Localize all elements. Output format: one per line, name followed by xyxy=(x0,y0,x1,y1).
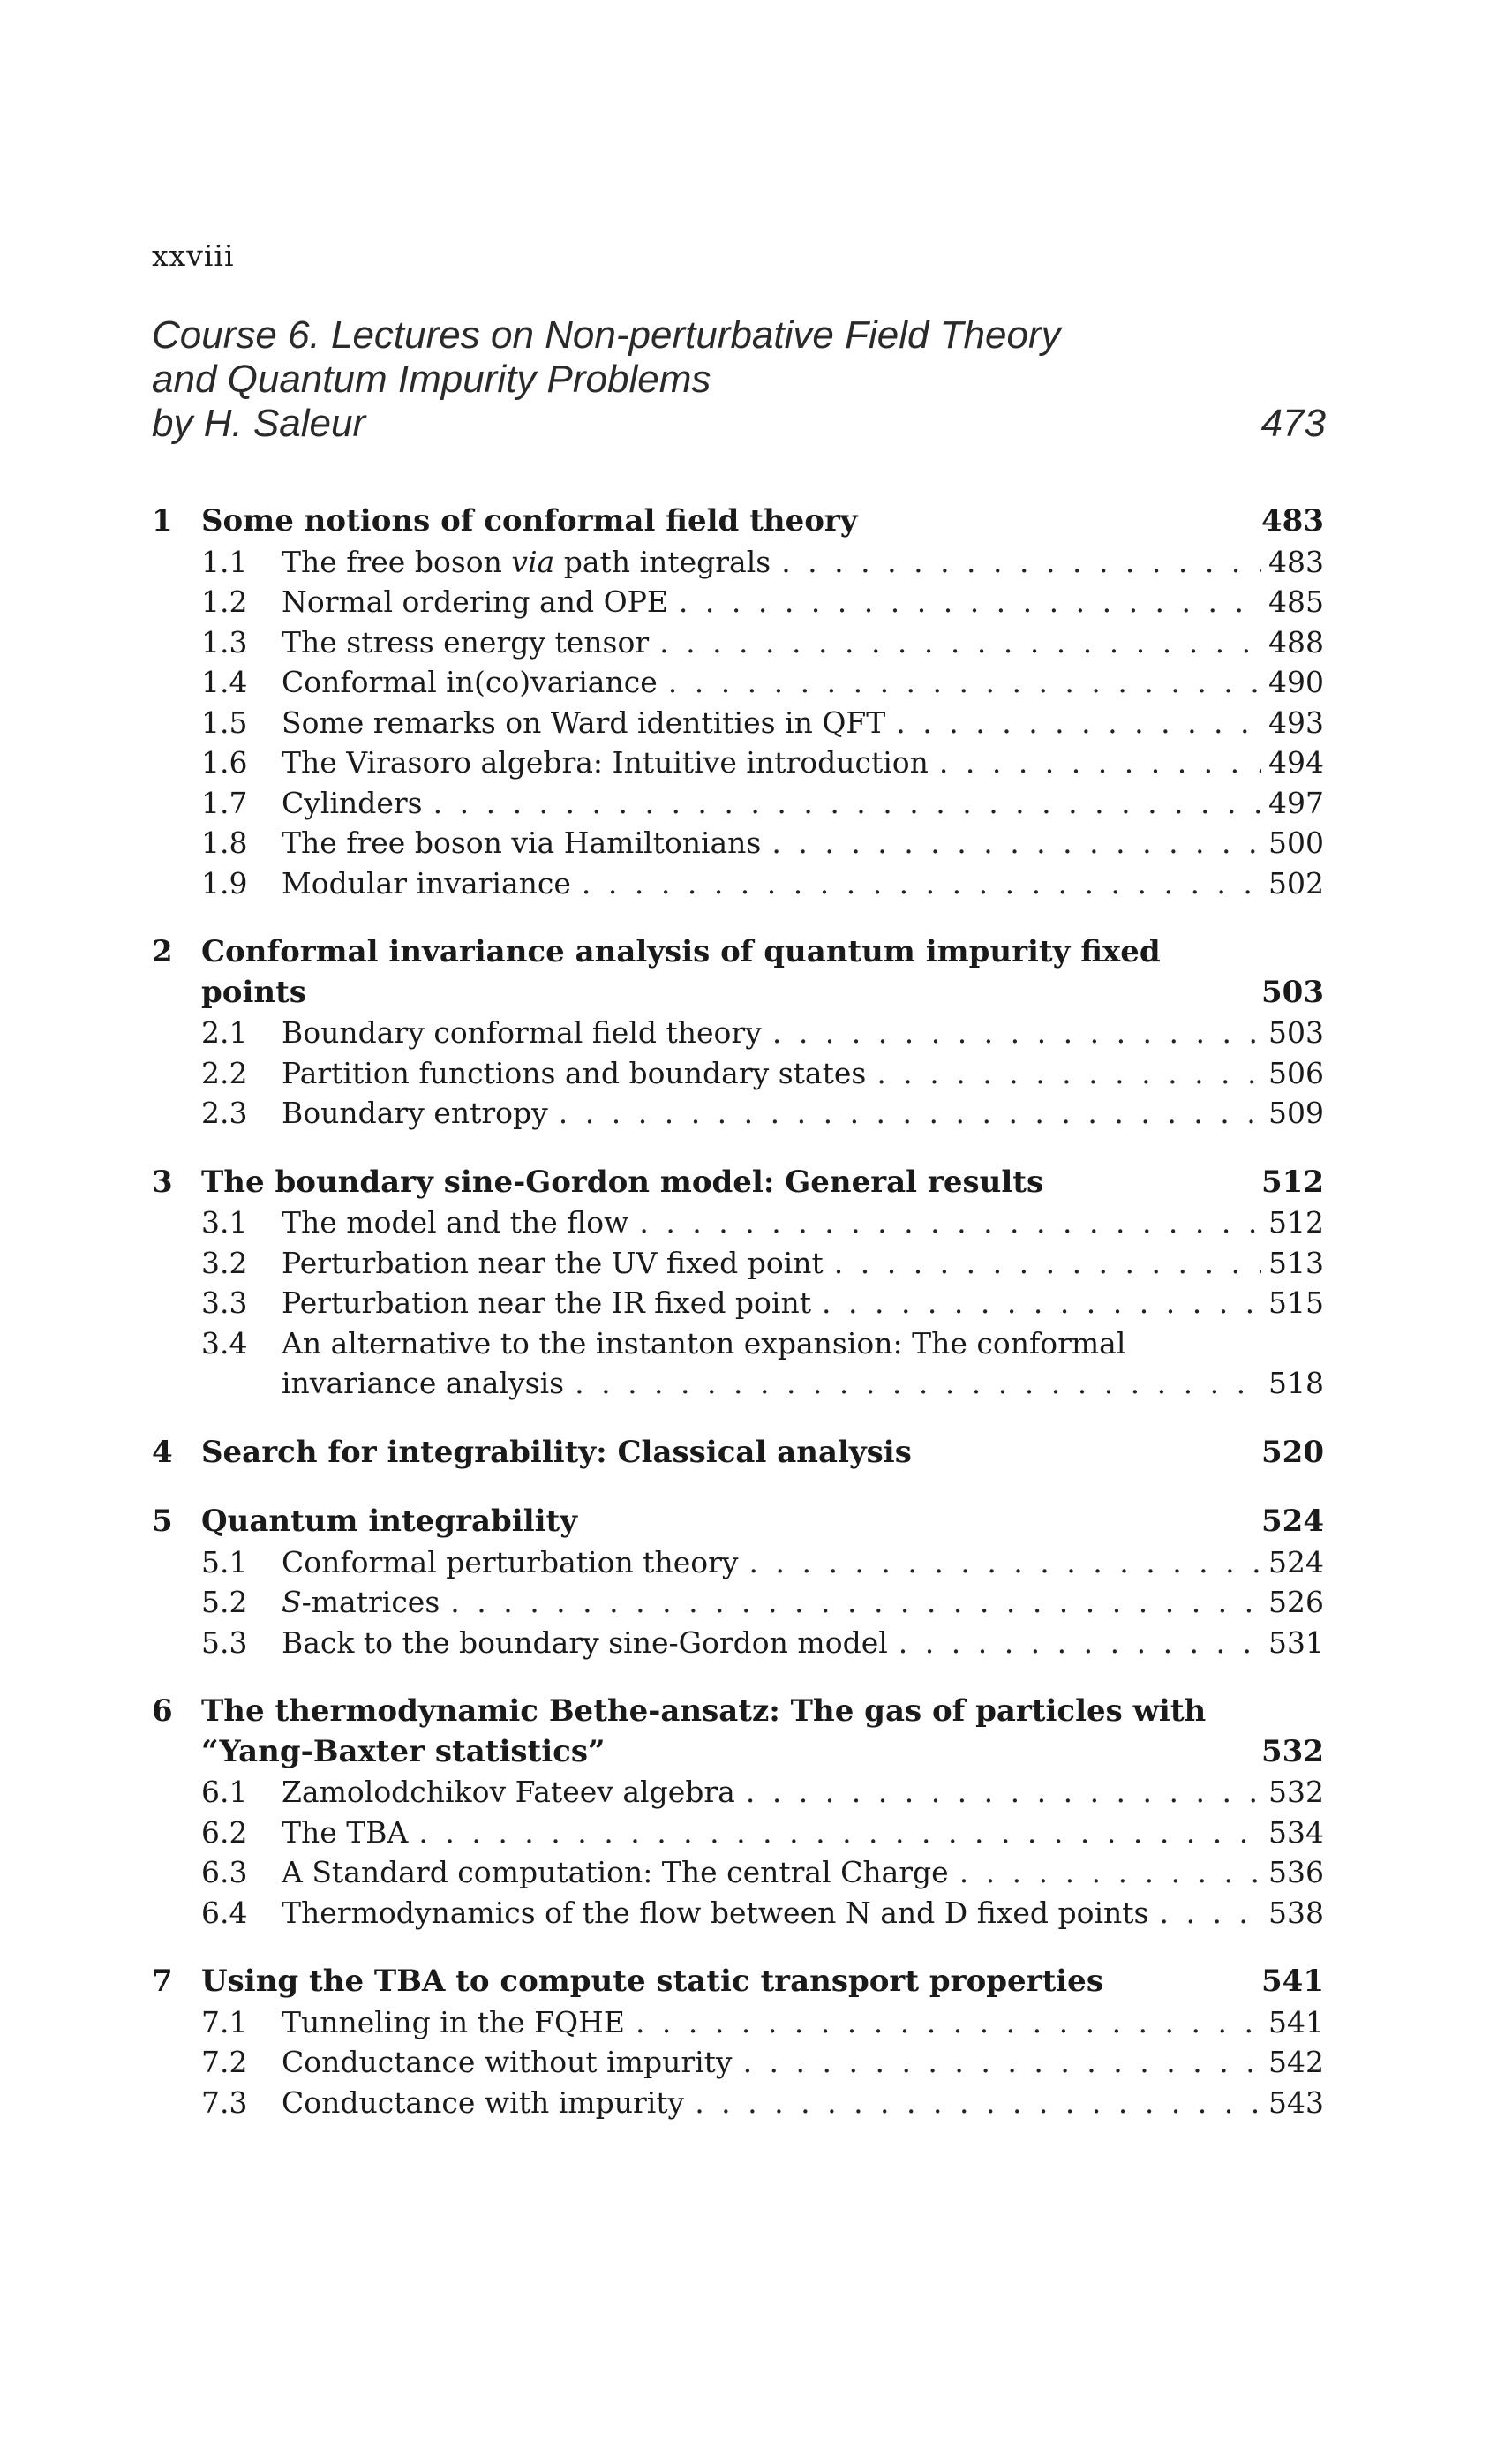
subsection-entry[interactable] xyxy=(152,2002,1324,2043)
subsection-entry[interactable] xyxy=(152,1582,1324,1623)
subsection-entry[interactable] xyxy=(152,1243,1324,1284)
section-number: 3 xyxy=(152,1164,173,1200)
dot-leader xyxy=(739,1542,1261,1583)
subsection-number: 3.1 xyxy=(201,1205,248,1240)
subsection-page-number: 538 xyxy=(1268,1895,1324,1930)
subsection-number: 1.6 xyxy=(201,745,248,780)
subsection-title xyxy=(282,542,771,583)
toc-section xyxy=(152,1502,1324,1662)
dot-leader xyxy=(771,542,1261,583)
dot-leader xyxy=(571,863,1261,904)
section-title: The thermodynamic Bethe-ansatz: The gas of particles with xyxy=(201,1693,1207,1729)
subsection-title xyxy=(282,1623,888,1663)
toc-section xyxy=(152,1692,1324,1933)
subsection-title xyxy=(282,1243,824,1284)
subsection-title-text: The Virasoro algebra: Intuitive introduction xyxy=(282,745,929,780)
subsection-page-number: 543 xyxy=(1268,2084,1324,2120)
subsection-number: 5.1 xyxy=(201,1544,248,1579)
subsection-number: 6.1 xyxy=(201,1775,248,1809)
subsection-entry[interactable] xyxy=(152,662,1324,703)
course-author-row xyxy=(152,402,1326,446)
dot-leader xyxy=(929,743,1261,783)
section-page-number: 512 xyxy=(1261,1164,1324,1200)
subsection-page-number: 515 xyxy=(1268,1285,1324,1320)
subsection-title-text-after: -matrices xyxy=(301,1585,440,1619)
subsection-number: 6.3 xyxy=(201,1855,248,1889)
subsection-entry[interactable] xyxy=(152,582,1324,622)
course-title-line-2: and Quantum Impurity Problems xyxy=(152,358,711,401)
page-number: xxviii xyxy=(152,238,235,273)
dot-leader xyxy=(811,1283,1261,1323)
subsection-number: 5.2 xyxy=(201,1585,248,1619)
subsection-title-text: An alternative to the instanton expansion: The conformal xyxy=(282,1325,1126,1361)
subsection-title-text: Zamolodchikov Fateev algebra xyxy=(282,1775,735,1809)
subsection-title-text: Boundary conformal field theory xyxy=(282,1015,762,1050)
subsection-entry[interactable] xyxy=(152,1202,1324,1243)
dot-leader xyxy=(408,1813,1261,1853)
dot-leader xyxy=(423,783,1261,824)
course-header xyxy=(152,313,1326,446)
subsection-page-number: 493 xyxy=(1268,705,1324,740)
subsection-entry[interactable] xyxy=(152,542,1324,583)
subsection-title-text: Conductance with impurity xyxy=(282,2084,685,2120)
subsection-title-text: Conformal perturbation theory xyxy=(282,1544,739,1579)
subsection-title-text: Conductance without impurity xyxy=(282,2045,733,2079)
subsection-page-number: 490 xyxy=(1268,665,1324,699)
subsection-page-number: 483 xyxy=(1268,544,1324,579)
subsection-page-number: 518 xyxy=(1268,1366,1324,1400)
subsection-title xyxy=(282,743,929,783)
subsection-title xyxy=(282,622,649,663)
subsection-page-number: 500 xyxy=(1268,825,1324,860)
subsection-page-number: 531 xyxy=(1268,1625,1324,1660)
subsection-title-text: The free boson xyxy=(282,544,512,579)
subsection-title xyxy=(282,1772,735,1813)
dot-leader xyxy=(885,703,1261,743)
section-title-continued: “Yang-Baxter statistics” xyxy=(201,1733,606,1769)
toc-section xyxy=(152,932,1324,1134)
subsection-entry[interactable] xyxy=(152,1053,1324,1094)
dot-leader xyxy=(762,1013,1261,1053)
dot-leader xyxy=(658,662,1261,703)
subsection-title xyxy=(282,1283,811,1323)
subsection-title xyxy=(282,703,885,743)
dot-leader xyxy=(949,1852,1261,1893)
subsection-entry[interactable] xyxy=(152,1542,1324,1583)
section-title: Using the TBA to compute static transport properties xyxy=(201,1964,1103,1999)
subsection-page-number: 502 xyxy=(1268,865,1324,901)
subsection-number: 3.4 xyxy=(201,1325,248,1361)
subsection-title-text: Perturbation near the UV fixed point xyxy=(282,1245,824,1280)
section-page-number: 483 xyxy=(1261,503,1324,539)
dot-leader xyxy=(625,2002,1261,2043)
subsection-number: 1.3 xyxy=(201,624,248,660)
section-page-number: 524 xyxy=(1261,1504,1324,1539)
section-page-number: 503 xyxy=(1261,974,1324,1010)
section-title: The boundary sine-Gordon model: General results xyxy=(201,1164,1044,1200)
subsection-entry[interactable] xyxy=(152,1283,1324,1323)
subsection-page-number: 509 xyxy=(1268,1096,1324,1130)
subsection-title xyxy=(282,1013,762,1053)
subsection-title-text: Normal ordering and OPE xyxy=(282,584,668,619)
subsection-title-text: Thermodynamics of the flow between N and D fixed points xyxy=(282,1895,1149,1930)
section-title: Conformal invariance analysis of quantum impurity fixed xyxy=(201,934,1161,969)
subsection-title-text: The model and the flow xyxy=(282,1205,629,1240)
subsection-title xyxy=(282,1053,866,1094)
subsection-number: 5.3 xyxy=(201,1625,248,1660)
subsection-title-text: A Standard computation: The central Charge xyxy=(282,1855,949,1889)
section-page-number: 520 xyxy=(1261,1434,1324,1470)
dot-leader xyxy=(1148,1893,1261,1934)
dot-leader xyxy=(548,1093,1261,1134)
subsection-title xyxy=(282,1323,1125,1364)
subsection-page-number: 512 xyxy=(1268,1205,1324,1240)
subsection-title xyxy=(282,1582,440,1623)
subsection-title-text: Perturbation near the IR fixed point xyxy=(282,1285,811,1320)
subsection-number: 1.9 xyxy=(201,865,248,901)
subsection-title-emphasis: via xyxy=(511,544,555,579)
section-number: 2 xyxy=(152,934,173,969)
subsection-number: 1.4 xyxy=(201,665,248,699)
section-title: Some notions of conformal field theory xyxy=(201,503,858,539)
subsection-title xyxy=(282,582,668,622)
subsection-page-number: 513 xyxy=(1268,1245,1324,1280)
subsection-entry[interactable] xyxy=(152,1852,1324,1893)
subsection-page-number: 532 xyxy=(1268,1775,1324,1809)
subsection-number: 7.3 xyxy=(201,2084,248,2120)
subsection-title xyxy=(282,1093,548,1134)
subsection-number: 2.2 xyxy=(201,1055,248,1090)
dot-leader xyxy=(668,582,1261,622)
section-heading[interactable] xyxy=(152,1692,1324,1772)
subsection-number: 6.2 xyxy=(201,1814,248,1850)
subsection-entry[interactable] xyxy=(152,783,1324,824)
toc-section xyxy=(152,1962,1324,2122)
subsection-number: 1.2 xyxy=(201,584,248,619)
section-number: 1 xyxy=(152,503,173,539)
subsection-number: 1.1 xyxy=(201,544,248,579)
subsection-number: 1.8 xyxy=(201,825,248,860)
subsection-entry[interactable] xyxy=(152,1093,1324,1134)
subsection-page-number: 534 xyxy=(1268,1814,1324,1850)
subsection-title xyxy=(282,2083,684,2123)
subsection-page-number: 526 xyxy=(1268,1585,1324,1619)
section-heading[interactable] xyxy=(152,1502,1324,1542)
course-title-line-1: Course 6. Lectures on Non-perturbative Field Theory xyxy=(152,313,1061,357)
subsection-title xyxy=(282,783,423,824)
subsection-title xyxy=(282,1813,408,1853)
subsection-entry[interactable] xyxy=(152,1623,1324,1663)
subsection-title-text: Partition functions and boundary states xyxy=(282,1055,867,1090)
section-heading[interactable] xyxy=(152,1962,1324,2002)
subsection-title-text: Modular invariance xyxy=(282,865,571,901)
subsection-entry[interactable] xyxy=(152,1813,1324,1853)
subsection-entry[interactable] xyxy=(152,1893,1324,1934)
subsection-title-text-after: path integrals xyxy=(554,544,771,579)
subsection-number: 1.5 xyxy=(201,705,248,740)
subsection-entry[interactable] xyxy=(152,703,1324,743)
subsection-entry[interactable] xyxy=(152,743,1324,783)
course-page-number: 473 xyxy=(1260,402,1326,445)
subsection-page-number: 542 xyxy=(1268,2045,1324,2079)
dot-leader xyxy=(735,1772,1261,1813)
table-of-contents xyxy=(152,501,1324,2152)
subsection-page-number: 506 xyxy=(1268,1055,1324,1090)
subsection-entry[interactable] xyxy=(152,1772,1324,1813)
section-number: 6 xyxy=(152,1693,173,1729)
dot-leader xyxy=(649,622,1261,663)
subsection-title-text: Tunneling in the FQHE xyxy=(282,2004,625,2039)
subsection-page-number: 541 xyxy=(1268,2004,1324,2039)
toc-section xyxy=(152,1433,1324,1474)
section-title: Quantum integrability xyxy=(201,1504,577,1539)
subsection-entry[interactable] xyxy=(152,1323,1324,1404)
dot-leader xyxy=(733,2042,1261,2083)
subsection-page-number: 524 xyxy=(1268,1544,1324,1579)
subsection-title-text: The stress energy tensor xyxy=(282,624,650,660)
subsection-title xyxy=(282,2002,625,2043)
subsection-number: 3.3 xyxy=(201,1285,248,1320)
section-heading[interactable] xyxy=(152,501,1324,542)
toc-section xyxy=(152,1163,1324,1404)
subsection-title-text: Back to the boundary sine-Gordon model xyxy=(282,1625,888,1660)
section-number: 7 xyxy=(152,1964,173,1999)
section-number: 4 xyxy=(152,1434,173,1470)
subsection-entry[interactable] xyxy=(152,823,1324,863)
subsection-title xyxy=(282,1852,949,1893)
subsection-title-emphasis: S xyxy=(282,1585,302,1619)
subsection-title-text: The free boson via Hamiltonians xyxy=(282,825,762,860)
subsection-number: 6.4 xyxy=(201,1895,248,1930)
subsection-number: 1.7 xyxy=(201,785,248,820)
subsection-page-number: 494 xyxy=(1268,745,1324,780)
subsection-title xyxy=(282,1893,1148,1934)
subsection-page-number: 503 xyxy=(1268,1015,1324,1050)
subsection-number: 7.1 xyxy=(201,2004,248,2039)
subsection-entry[interactable] xyxy=(152,1013,1324,1053)
subsection-title-text: Cylinders xyxy=(282,785,423,820)
section-heading[interactable] xyxy=(152,1433,1324,1474)
subsection-entry[interactable] xyxy=(152,863,1324,904)
subsection-title xyxy=(282,662,658,703)
course-author: by H. Saleur xyxy=(152,402,366,445)
dot-leader xyxy=(761,823,1261,863)
subsection-title xyxy=(282,1202,628,1243)
subsection-title-text: Conformal in(co)variance xyxy=(282,665,658,699)
subsection-number: 2.3 xyxy=(201,1096,248,1130)
section-page-number: 532 xyxy=(1261,1733,1324,1769)
subsection-title-continued: invariance analysis xyxy=(282,1366,565,1400)
subsection-page-number: 485 xyxy=(1268,584,1324,619)
subsection-page-number: 488 xyxy=(1268,624,1324,660)
subsection-page-number: 497 xyxy=(1268,785,1324,820)
subsection-title-text: The TBA xyxy=(282,1814,409,1850)
section-page-number: 541 xyxy=(1261,1964,1324,1999)
subsection-number: 3.2 xyxy=(201,1245,248,1280)
subsection-title xyxy=(282,1542,739,1583)
section-number: 5 xyxy=(152,1504,173,1539)
dot-leader xyxy=(888,1623,1261,1663)
subsection-title-text: Boundary entropy xyxy=(282,1096,548,1130)
dot-leader xyxy=(440,1582,1261,1623)
subsection-number: 7.2 xyxy=(201,2045,248,2079)
subsection-title xyxy=(282,2042,733,2083)
toc-section xyxy=(152,501,1324,903)
dot-leader xyxy=(866,1053,1261,1094)
subsection-number: 2.1 xyxy=(201,1015,248,1050)
subsection-entry[interactable] xyxy=(152,2083,1324,2123)
dot-leader xyxy=(564,1363,1261,1404)
subsection-title xyxy=(282,863,571,904)
section-title: Search for integrability: Classical analysis xyxy=(201,1434,912,1470)
subsection-entry[interactable] xyxy=(152,2042,1324,2083)
section-heading[interactable] xyxy=(152,1163,1324,1203)
dot-leader xyxy=(824,1243,1261,1284)
dot-leader xyxy=(684,2083,1261,2123)
dot-leader xyxy=(628,1202,1261,1243)
section-title-continued: points xyxy=(201,974,306,1010)
subsection-page-number: 536 xyxy=(1268,1855,1324,1889)
section-heading[interactable] xyxy=(152,932,1324,1013)
subsection-entry[interactable] xyxy=(152,622,1324,663)
subsection-title-text: Some remarks on Ward identities in QFT xyxy=(282,705,886,740)
subsection-title xyxy=(282,823,761,863)
